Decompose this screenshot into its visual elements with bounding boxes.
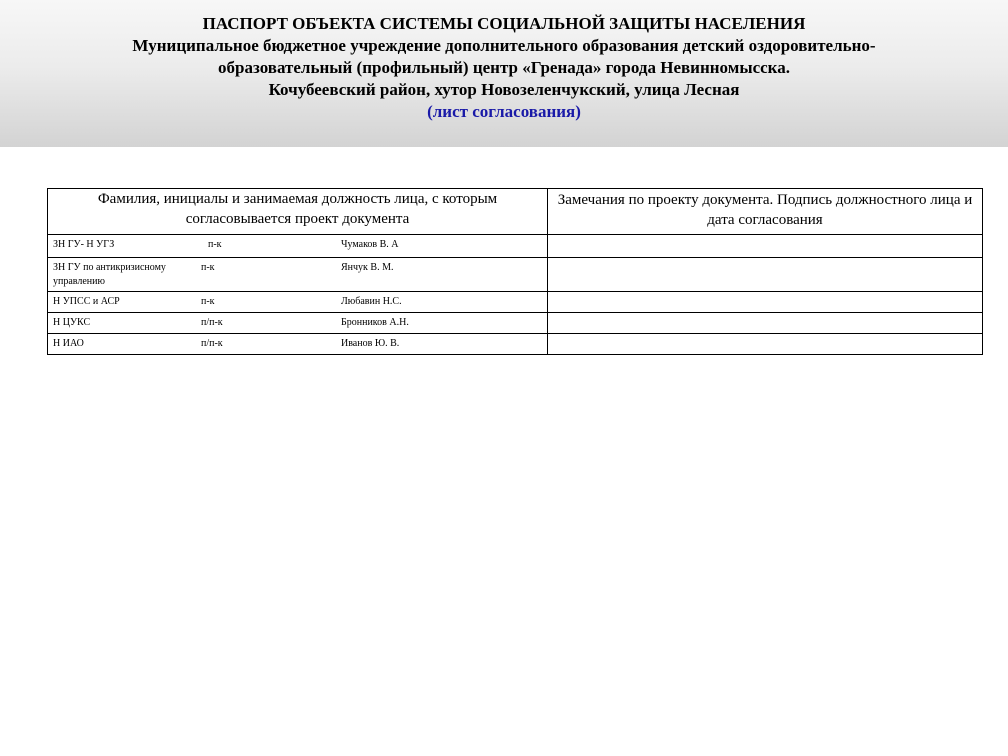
table-row bbox=[48, 313, 983, 334]
official-rank: п-к bbox=[201, 262, 215, 273]
organization-line-2: образовательный (профильный) центр «Гренада» города Невинномысска. bbox=[218, 58, 790, 77]
official-name: Янчук В. М. bbox=[341, 262, 394, 273]
table-row bbox=[48, 235, 983, 258]
official-cell bbox=[48, 258, 548, 292]
organization-line-1: Муниципальное бюджетное учреждение дополнительного образования детский оздоровительно- bbox=[132, 36, 876, 55]
remarks-cell[interactable] bbox=[548, 334, 983, 355]
official-name: Любавин Н.С. bbox=[341, 296, 402, 307]
official-cell bbox=[48, 292, 548, 313]
official-rank: п-к bbox=[201, 296, 215, 307]
official-position: Н УПСС и АСР bbox=[53, 296, 120, 307]
remarks-cell[interactable] bbox=[548, 258, 983, 292]
official-rank: п-к bbox=[208, 239, 222, 250]
table-row bbox=[48, 292, 983, 313]
official-rank: п/п-к bbox=[201, 338, 223, 349]
table-header-row bbox=[48, 189, 983, 235]
official-position: Н ЦУКС bbox=[53, 317, 91, 328]
official-cell bbox=[48, 313, 548, 334]
official-position: Н ИАО bbox=[53, 338, 84, 349]
approval-table bbox=[47, 188, 983, 355]
remarks-cell[interactable] bbox=[548, 292, 983, 313]
official-cell bbox=[48, 235, 548, 258]
official-name: Чумаков В. А bbox=[341, 239, 399, 250]
column-header-official: Фамилия, инициалы и занимаемая должность лица, с которым согласовывается проект документа bbox=[48, 189, 548, 235]
remarks-cell[interactable] bbox=[548, 313, 983, 334]
document-title: ПАСПОРТ ОБЪЕКТА СИСТЕМЫ СОЦИАЛЬНОЙ ЗАЩИТЫ НАСЕЛЕНИЯ bbox=[202, 14, 806, 33]
table-row bbox=[48, 334, 983, 355]
official-cell bbox=[48, 334, 548, 355]
table-row bbox=[48, 258, 983, 292]
document-header bbox=[0, 0, 1008, 147]
official-name: Иванов Ю. В. bbox=[341, 338, 400, 349]
official-rank: п/п-к bbox=[201, 317, 223, 328]
document-subtitle: (лист согласования) bbox=[427, 102, 581, 121]
official-position: ЗН ГУ по антикризисному управлению bbox=[53, 262, 166, 287]
official-name: Бронников А.Н. bbox=[341, 317, 409, 328]
address-line: Кочубеевский район, хутор Новозеленчукский, улица Лесная bbox=[268, 80, 740, 99]
column-header-remarks: Замечания по проекту документа. Подпись должностного лица и дата согласования bbox=[548, 189, 983, 235]
remarks-cell[interactable] bbox=[548, 235, 983, 258]
official-position: ЗН ГУ- Н УГЗ bbox=[53, 239, 115, 250]
